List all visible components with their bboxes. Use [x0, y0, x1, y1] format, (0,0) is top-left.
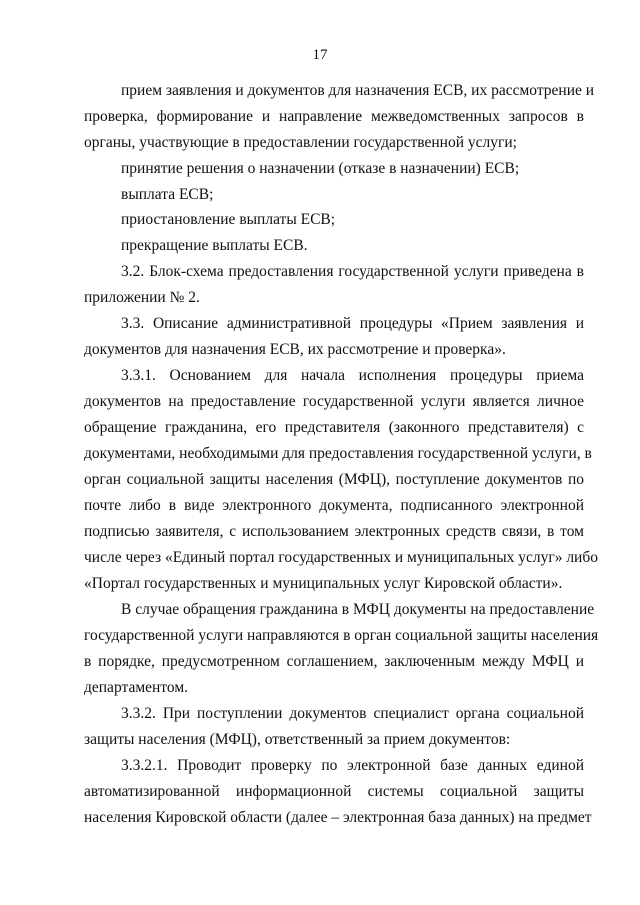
text-line: приложении № 2. — [84, 289, 200, 306]
page-number: 17 — [312, 47, 328, 63]
text-line: государственной услуги направляются в орган социальной защиты населения — [84, 627, 599, 644]
text-line: почте либо в виде электронного документа, подписанного электронной — [84, 497, 584, 514]
text-line: документами, необходимыми для предоставления государственной услуги, в — [84, 445, 592, 462]
text-line: проверка, формирование и направление межведомственных запросов в — [84, 108, 584, 125]
text-line: департаментом. — [84, 679, 189, 696]
text-line: «Портал государственных и муниципальных услуг Кировской области». — [84, 575, 563, 592]
text-line: документов на предоставление государственной услуги является личное — [84, 393, 584, 410]
text-line: документов для назначения ЕСВ, их рассмотрение и проверка». — [84, 341, 506, 358]
text-line: обращение гражданина, его представителя (законного представителя) с — [84, 419, 584, 436]
text-line: защиты населения (МФЦ), ответственный за прием документов: — [84, 731, 511, 748]
text-line: принятие решения о назначении (отказе в назначении) ЕСВ; — [121, 160, 520, 177]
text-line: приостановление выплаты ЕСВ; — [121, 211, 336, 228]
text-line: прекращение выплаты ЕСВ. — [121, 237, 308, 254]
text-line: выплата ЕСВ; — [121, 186, 214, 203]
text-line: В случае обращения гражданина в МФЦ документы на предоставление — [121, 601, 595, 618]
text-line: 3.3.2. При поступлении документов специалист органа социальной — [121, 705, 584, 722]
text-line: 3.3. Описание административной процедуры «Прием заявления и — [121, 315, 584, 332]
text-line: числе через «Единый портал государственных и муниципальных услуг» либо — [84, 549, 598, 566]
text-line: в порядке, предусмотренном соглашением, заключенным между МФЦ и — [84, 653, 584, 670]
text-line: 3.3.1. Основанием для начала исполнения процедуры приема — [121, 367, 584, 384]
text-line: органы, участвующие в предоставлении государственной услуги; — [84, 134, 517, 151]
text-line: 3.3.2.1. Проводит проверку по электронной базе данных единой — [121, 757, 584, 774]
text-line: автоматизированной информационной системы социальной защиты — [84, 783, 584, 800]
text-line: подписью заявителя, с использованием электронных средств связи, в том — [84, 523, 584, 540]
text-line: 3.2. Блок-схема предоставления государственной услуги приведена в — [121, 263, 584, 280]
text-line: населения Кировской области (далее – электронная база данных) на предмет — [84, 809, 592, 826]
text-line: прием заявления и документов для назначения ЕСВ, их рассмотрение и — [121, 82, 595, 99]
text-line: орган социальной защиты населения (МФЦ), поступление документов по — [84, 471, 584, 488]
